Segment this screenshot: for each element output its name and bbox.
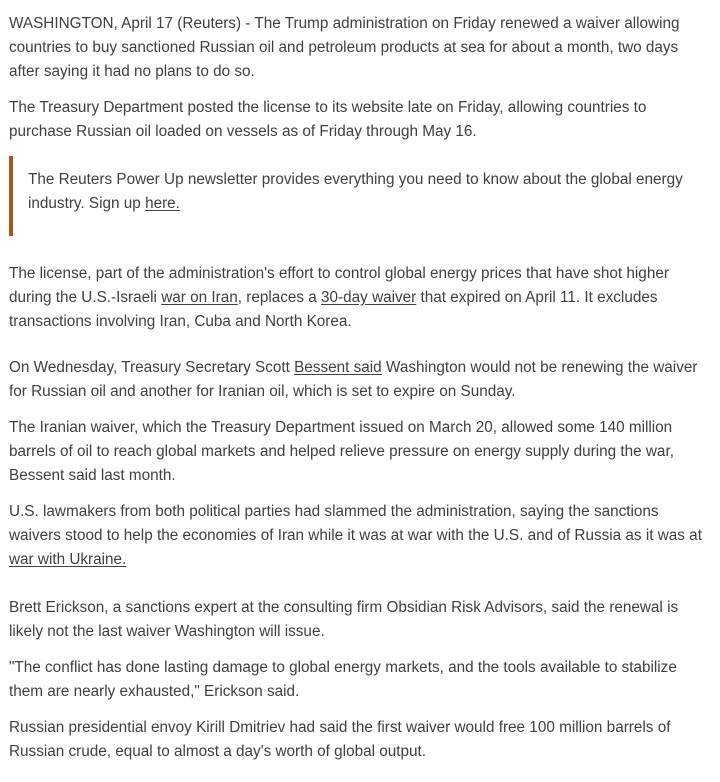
war-on-iran-link[interactable]: war on Iran <box>161 289 238 306</box>
article-paragraph <box>9 416 704 488</box>
paragraph-text: On Wednesday, Treasury Secretary Scott <box>9 359 295 376</box>
article-paragraph <box>9 716 704 764</box>
article-paragraph <box>9 500 704 572</box>
paragraph-text: The Treasury Department posted the license to its website late on Friday, allowing countries to purchase Russian oil loaded on vessels as of Friday through May 16. <box>9 99 647 140</box>
newsletter-signup-link[interactable]: here. <box>145 195 180 212</box>
paragraph-text: Russian presidential envoy Kirill Dmitriev had said the first waiver would free 100 million barrels of Russian crude, equal to almost a day's worth of global output. <box>9 719 671 760</box>
paragraph-text: that expired on April 11. It excludes transactions involving Iran, Cuba and North Korea. <box>9 289 658 330</box>
paragraph-text: Washington would not be renewing the waiver for Russian oil and another for Iranian oil, which is set to expire on Sunday. <box>9 359 698 400</box>
paragraph-text: "The conflict has done lasting damage to global energy markets, and the tools available to stabilize them are nearly exhausted," Erickson said. <box>9 659 677 700</box>
article-paragraph <box>9 262 704 334</box>
callout-body: The Reuters Power Up newsletter provides everything you need to know about the global energy industry. Sign up <box>28 171 683 212</box>
paragraph-text: , replaces a <box>237 289 322 306</box>
article-paragraph-quote <box>9 656 704 704</box>
paragraph-text: The license, part of the administration's effort to control global energy prices that have shot higher during the U.S.-Israeli <box>9 265 669 306</box>
callout-text <box>28 168 704 216</box>
article-paragraph <box>9 96 704 144</box>
war-with-ukraine-link[interactable]: war with Ukraine. <box>9 551 127 568</box>
paragraph-text: The Iranian waiver, which the Treasury Department issued on March 20, allowed some 140 million barrels of oil to reach global markets and helped relieve pressure on energy supply during the war, Bessent said last month. <box>9 419 674 484</box>
article-paragraph <box>9 356 704 404</box>
article-paragraph-dateline <box>9 12 704 84</box>
article-paragraph <box>9 596 704 644</box>
paragraph-text: Brett Erickson, a sanctions expert at the consulting firm Obsidian Risk Advisors, said the renewal is likely not the last waiver Washington will issue. <box>9 599 679 640</box>
bessent-said-link[interactable]: Bessent said <box>294 359 382 376</box>
30-day-waiver-link[interactable]: 30-day waiver <box>321 289 417 306</box>
paragraph-text: WASHINGTON, April 17 (Reuters) - The Trump administration on Friday renewed a waiver allowing countries to buy sanctioned Russian oil and petroleum products at sea for about a month, two days after saying it had no plans to do so. <box>9 15 680 80</box>
paragraph-text: U.S. lawmakers from both political parties had slammed the administration, saying the sanctions waivers stood to help the economies of Iran while it was at war with the U.S. and of Russia as it was at <box>9 503 702 544</box>
newsletter-callout <box>9 156 704 236</box>
